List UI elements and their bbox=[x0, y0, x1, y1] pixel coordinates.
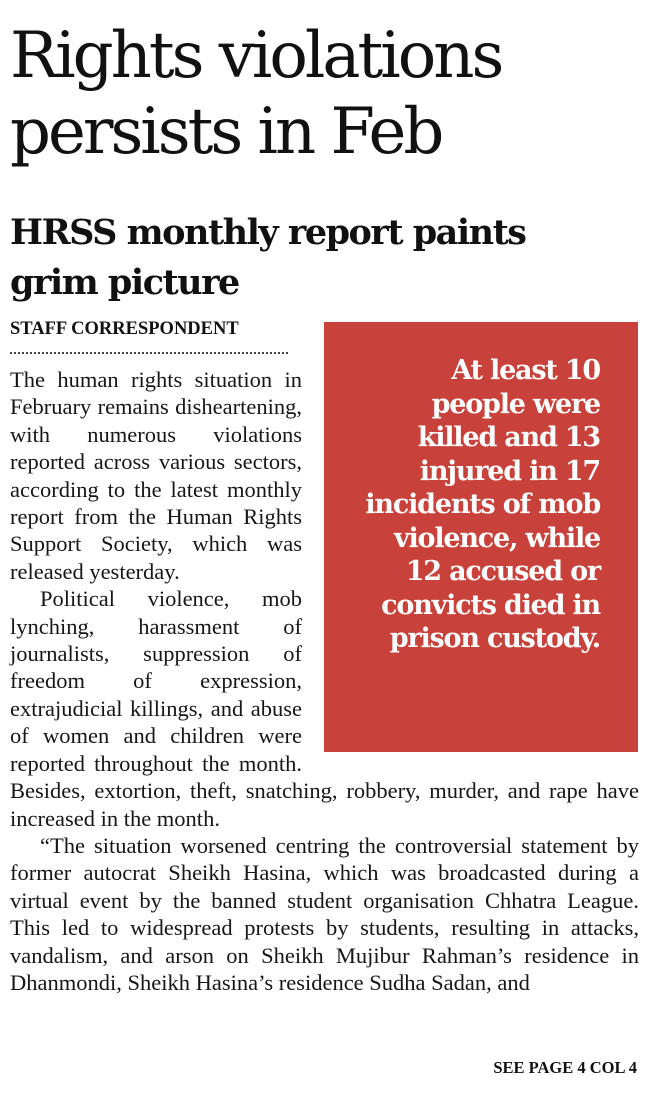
byline: STAFF CORRESPONDENT bbox=[10, 319, 239, 339]
subheadline: HRSS monthly report paints grim picture bbox=[10, 212, 526, 303]
pull-quote-spacer bbox=[302, 366, 639, 770]
byline-divider bbox=[10, 352, 288, 354]
body-paragraph: Political violence, mob lynching, harassment of journalists, suppression of freedom of expression, extrajudicial killings, and abuse of women and children were reported throughout the month. Besides, extortion, theft, snatching, robbery, murder, and rape have increased in the month. bbox=[10, 586, 639, 831]
headline: Rights violations persists in Feb bbox=[10, 19, 502, 169]
article-body bbox=[10, 366, 639, 996]
pull-quote-text: At least 10 people were killed and 13 injured in 17 incidents of mob violence, while 12 accused or convicts died in prison custody. bbox=[365, 355, 600, 654]
body-paragraph: The human rights situation in February remains disheartening, with numerous violations reported across various sectors, according to the latest monthly report from the Human Rights Support Society, which was released yesterday. bbox=[10, 367, 302, 584]
continued-jump-line: SEE PAGE 4 COL 4 bbox=[493, 1058, 637, 1077]
body-paragraph: “The situation worsened centring the controversial statement by former autocrat Sheikh Hasina, which was broadcasted during a virtual event by the banned student organisation Chhatra League. This led to widespread protests by students, resulting in attacks, vandalism, and arson on Sheikh Mujibur Rahman’s residence in Dhanmondi, Sheikh Hasina’s residence Sudha Sadan, and bbox=[10, 832, 639, 995]
